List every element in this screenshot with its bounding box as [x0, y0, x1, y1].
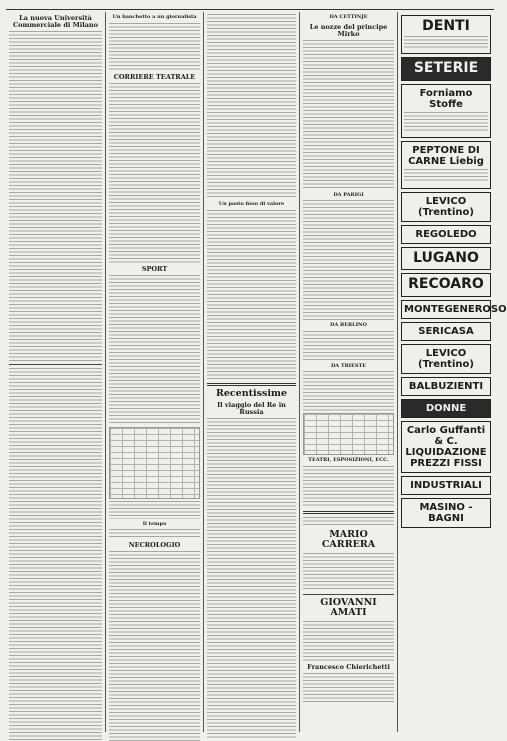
headline-banchetto: Un banchetto a un giornalista: [112, 14, 197, 20]
column-2: [106, 12, 204, 732]
column-3: [204, 12, 300, 732]
theatre-listings: [303, 466, 394, 508]
article-body: [109, 501, 200, 519]
article-body: [109, 529, 200, 539]
notice-body: [303, 673, 394, 703]
ad-fornaio: Forniamo Stoffe: [401, 84, 491, 138]
article-body: [207, 418, 296, 738]
article-body: [207, 210, 296, 380]
ad-sericasa: SERICASA: [401, 322, 491, 341]
ad-peptone: PEPTONE DI CARNE Liebig: [401, 141, 491, 189]
ad-industriali: INDUSTRIALI: [401, 476, 491, 495]
article-body: [303, 331, 394, 361]
article-body: [207, 14, 296, 199]
ad-lugano: LUGANO: [401, 247, 491, 270]
headline-teatri: TEATRI, ESPOSIZIONI, ECC.: [308, 457, 389, 464]
notice-body: [303, 517, 394, 527]
masthead-rule: [6, 3, 494, 10]
column-4: [300, 12, 398, 732]
notice-body: [303, 553, 394, 591]
ad-masino: MASINO - BAGNI: [401, 498, 491, 528]
headline-parigi: DA PARIGI: [333, 191, 364, 198]
article-body: [109, 23, 200, 71]
column-5-ads: [398, 12, 507, 732]
notice-body: [303, 621, 394, 661]
weather-table: [109, 427, 200, 499]
headline-nozze-mirko: Le nozze del principe Mirko: [309, 22, 388, 38]
columns: [6, 12, 507, 732]
headline-sport: SPORT: [141, 264, 168, 273]
headline-tempo: Il tempo: [142, 520, 167, 527]
headline-berlino: DA BERLINO: [330, 322, 367, 329]
article-body: [303, 200, 394, 320]
column-1: [6, 12, 106, 732]
article-body: [9, 31, 102, 361]
ad-seterie: SETERIE: [401, 57, 491, 80]
ad-levico-2: LEVICO (Trentino): [401, 344, 491, 374]
ad-montegeneroso: MONTEGENEROSO: [401, 300, 491, 319]
article-body: [9, 368, 102, 740]
headline-viaggio-re: Il viaggio del Re in Russia: [217, 400, 286, 417]
ad-giovanni-amati: GIOVANNI AMATI: [320, 596, 377, 619]
stock-table: [303, 413, 394, 455]
headline-universita: La nuova Università Commerciale di Milano: [12, 14, 98, 30]
headline-corriere-teatrale: CORRIERE TEATRALE: [113, 72, 196, 81]
ad-recoaro: RECOARO: [401, 273, 491, 296]
ad-regoledo: REGOLEDO: [401, 225, 491, 244]
ad-donne: DONNE: [401, 399, 491, 418]
headline-necrologio: NECROLOGIO: [128, 541, 181, 550]
article-body: [303, 40, 394, 190]
article-body: [109, 551, 200, 741]
ad-guffanti: Carlo Guffanti & C. LIQUIDAZIONE PREZZI FISSI: [401, 421, 491, 473]
ad-chierichetti: Francesco Chierichetti: [307, 662, 390, 671]
headline-posto-fisso: Un posto fisso di valore: [218, 201, 285, 207]
ad-mario-carrera: MARIO CARRERA: [321, 528, 376, 551]
headline-trieste: DA TRIESTE: [330, 362, 367, 369]
article-body: [109, 83, 200, 263]
headline-recentissime: Recentissime: [215, 387, 288, 399]
ad-denti: DENTI: [401, 15, 491, 54]
headline-cettinje: DA CETTINJE: [329, 14, 368, 20]
ad-balbuzienti: BALBUZIENTI: [401, 377, 491, 396]
article-body: [109, 275, 200, 425]
ad-levico: LEVICO (Trentino): [401, 192, 491, 222]
article-body: [303, 371, 394, 411]
